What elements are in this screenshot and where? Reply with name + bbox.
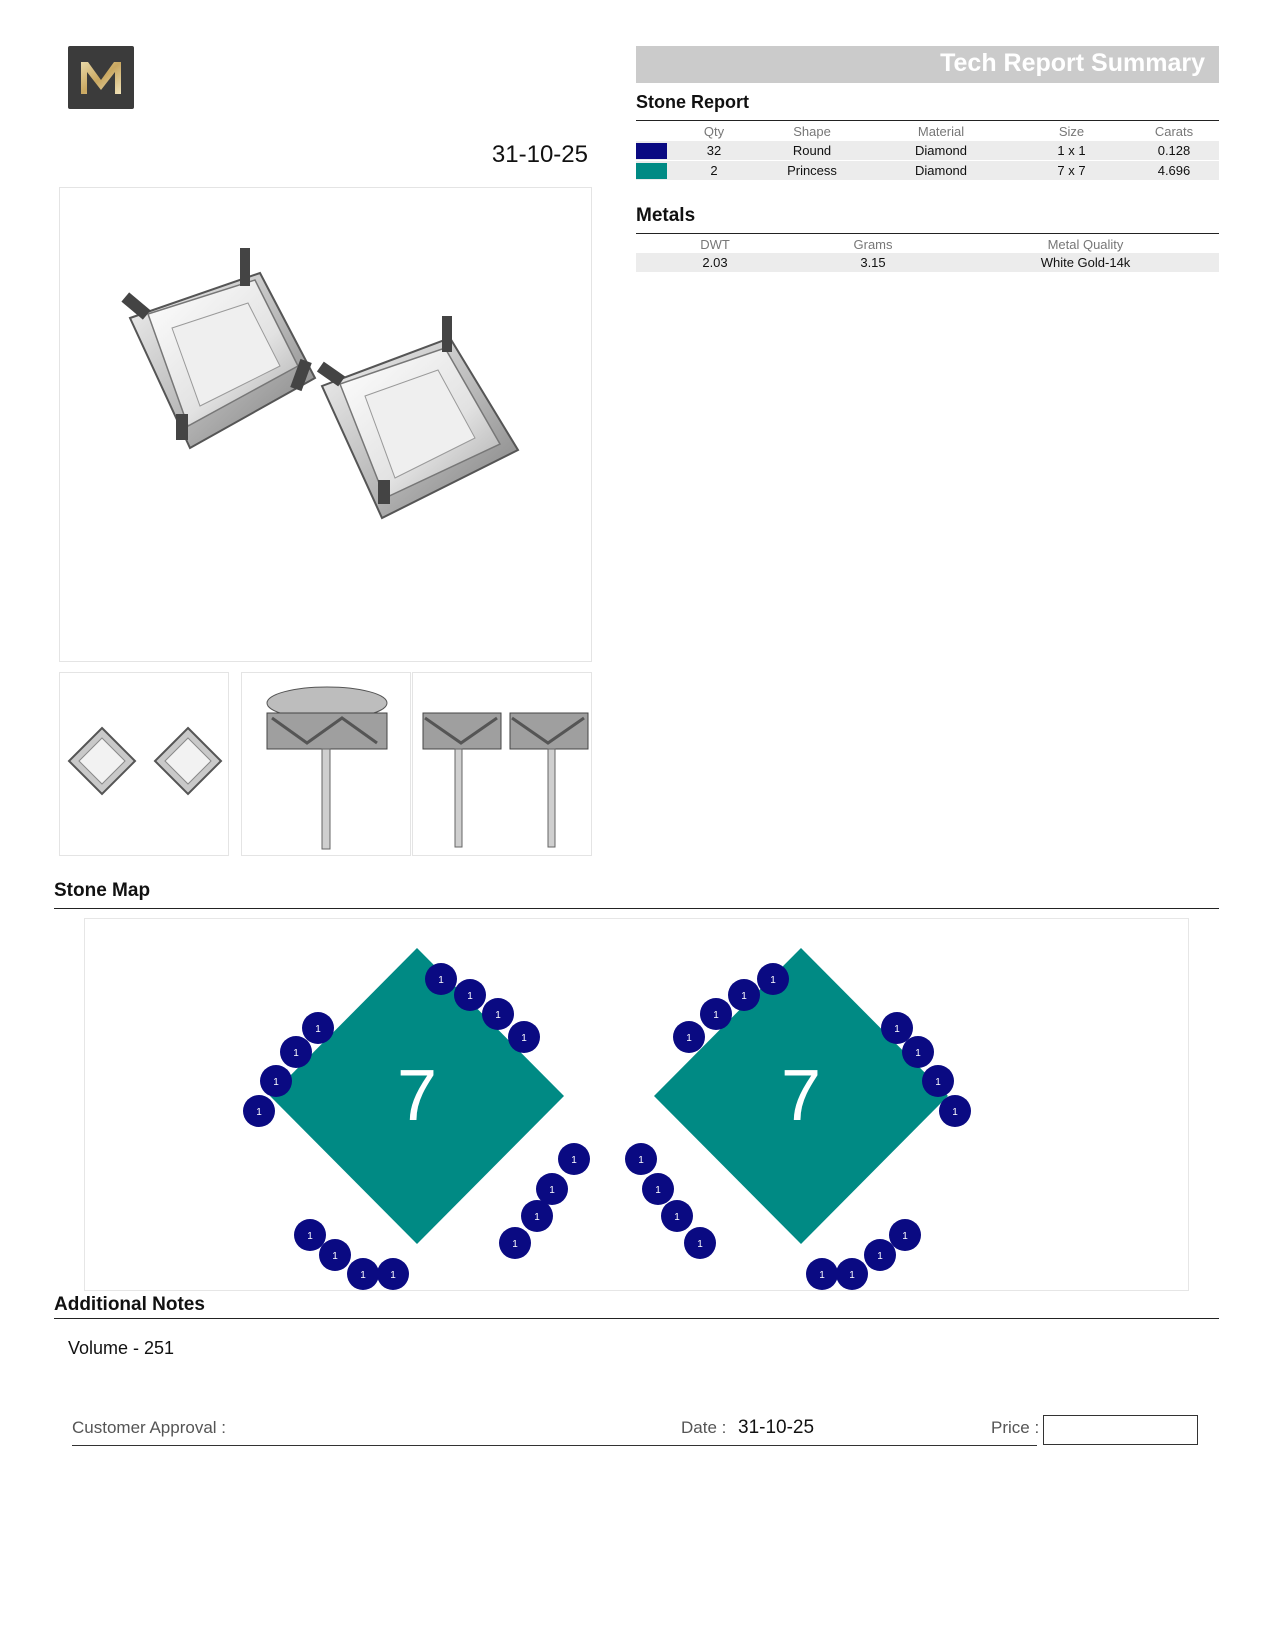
- accent-stone-size-label: 1: [770, 975, 776, 986]
- approval-date-value: 31-10-25: [738, 1417, 815, 1438]
- stone-color-swatch: [636, 163, 667, 179]
- column-header: Grams: [853, 237, 893, 252]
- dwt-cell: 2.03: [636, 253, 794, 272]
- stone-color-swatch: [636, 143, 667, 159]
- report-date: 31-10-25: [491, 141, 588, 168]
- carats-cell: 4.696: [1129, 161, 1219, 181]
- qty-cell: 2: [672, 161, 756, 181]
- table-row: [636, 161, 1219, 181]
- price-label: Price :: [991, 1418, 1040, 1437]
- material-cell: Diamond: [868, 141, 1014, 161]
- accent-stone-size-label: 1: [849, 1270, 855, 1281]
- accent-stone-size-label: 1: [915, 1048, 921, 1059]
- size-cell: 1 x 1: [1014, 141, 1129, 161]
- divider: [636, 120, 1219, 121]
- render-thumbnail-top[interactable]: [59, 672, 229, 856]
- accent-stone-size-label: 1: [293, 1048, 299, 1059]
- accent-stone-size-label: 1: [674, 1212, 680, 1223]
- stone-map-heading: Stone Map: [54, 880, 151, 901]
- accent-stone-size-label: 1: [495, 1010, 501, 1021]
- report-title: Tech Report Summary: [940, 49, 1205, 77]
- column-header: Size: [1058, 124, 1085, 139]
- render-thumbnail-front[interactable]: [412, 672, 592, 856]
- stone-map-diagram: [84, 918, 1189, 1291]
- accent-stone-size-label: 1: [686, 1033, 692, 1044]
- shape-cell: Princess: [756, 161, 868, 181]
- accent-stone-size-label: 1: [571, 1155, 577, 1166]
- company-logo: [68, 46, 134, 109]
- stone-report-table: [636, 123, 1219, 180]
- column-header: Shape: [793, 124, 831, 139]
- shape-cell: Round: [756, 141, 868, 161]
- customer-approval-label: Customer Approval :: [72, 1418, 227, 1437]
- signature-line[interactable]: [72, 1445, 1037, 1446]
- accent-stone-size-label: 1: [360, 1270, 366, 1281]
- accent-stone-size-label: 1: [534, 1212, 540, 1223]
- accent-stone-size-label: 1: [549, 1185, 555, 1196]
- center-stone-size-label: 7: [396, 1056, 438, 1136]
- table-row: [636, 253, 1219, 272]
- accent-stone-size-label: 1: [438, 975, 444, 986]
- report-title-bar: [636, 46, 1219, 83]
- metals-heading: Metals: [636, 205, 696, 226]
- additional-notes-heading: Additional Notes: [54, 1294, 205, 1315]
- earring-left-render: [121, 248, 315, 448]
- center-stone-size-label: 7: [780, 1056, 822, 1136]
- divider: [54, 908, 1219, 909]
- accent-stone-size-label: 1: [512, 1239, 518, 1250]
- metals-table: [636, 236, 1219, 272]
- accent-stone-size-label: 1: [902, 1231, 908, 1242]
- accent-stone-size-label: 1: [315, 1024, 321, 1035]
- price-input-box[interactable]: [1043, 1415, 1198, 1445]
- accent-stone-size-label: 1: [819, 1270, 825, 1281]
- earring-right-render: [317, 316, 518, 518]
- accent-stone-size-label: 1: [697, 1239, 703, 1250]
- grams-cell: 3.15: [794, 253, 952, 272]
- metal-quality-cell: White Gold-14k: [952, 253, 1219, 272]
- column-header: Material: [917, 124, 965, 139]
- qty-cell: 32: [672, 141, 756, 161]
- approval-date-label: Date :: [681, 1418, 727, 1437]
- accent-stone-size-label: 1: [713, 1010, 719, 1021]
- column-header: Metal Quality: [1047, 237, 1124, 252]
- notes-text: Volume - 251: [68, 1338, 175, 1358]
- accent-stone-size-label: 1: [935, 1077, 941, 1088]
- size-cell: 7 x 7: [1014, 161, 1129, 181]
- column-header: Carats: [1154, 124, 1194, 139]
- accent-stone-size-label: 1: [273, 1077, 279, 1088]
- accent-stone-size-label: 1: [521, 1033, 527, 1044]
- accent-stone-size-label: 1: [877, 1251, 883, 1262]
- accent-stone-size-label: 1: [307, 1231, 313, 1242]
- table-row: [636, 141, 1219, 161]
- accent-stone-size-label: 1: [655, 1185, 661, 1196]
- column-header: DWT: [700, 237, 730, 252]
- render-thumbnail-side[interactable]: [241, 672, 411, 856]
- accent-stone-size-label: 1: [390, 1270, 396, 1281]
- color-column-header: [636, 123, 672, 141]
- carats-cell: 0.128: [1129, 141, 1219, 161]
- accent-stone-size-label: 1: [332, 1251, 338, 1262]
- product-render-main: [59, 187, 592, 662]
- stone-report-heading: Stone Report: [636, 92, 750, 112]
- table-header-row: [636, 236, 1219, 253]
- accent-stone-size-label: 1: [638, 1155, 644, 1166]
- accent-stone-size-label: 1: [952, 1107, 958, 1118]
- accent-stone-size-label: 1: [467, 991, 473, 1002]
- accent-stone-size-label: 1: [256, 1107, 262, 1118]
- accent-stone-size-label: 1: [894, 1024, 900, 1035]
- accent-stone-size-label: 1: [741, 991, 747, 1002]
- table-header-row: [636, 123, 1219, 141]
- material-cell: Diamond: [868, 161, 1014, 181]
- divider: [636, 233, 1219, 234]
- divider: [54, 1318, 1219, 1319]
- column-header: Qty: [703, 124, 725, 139]
